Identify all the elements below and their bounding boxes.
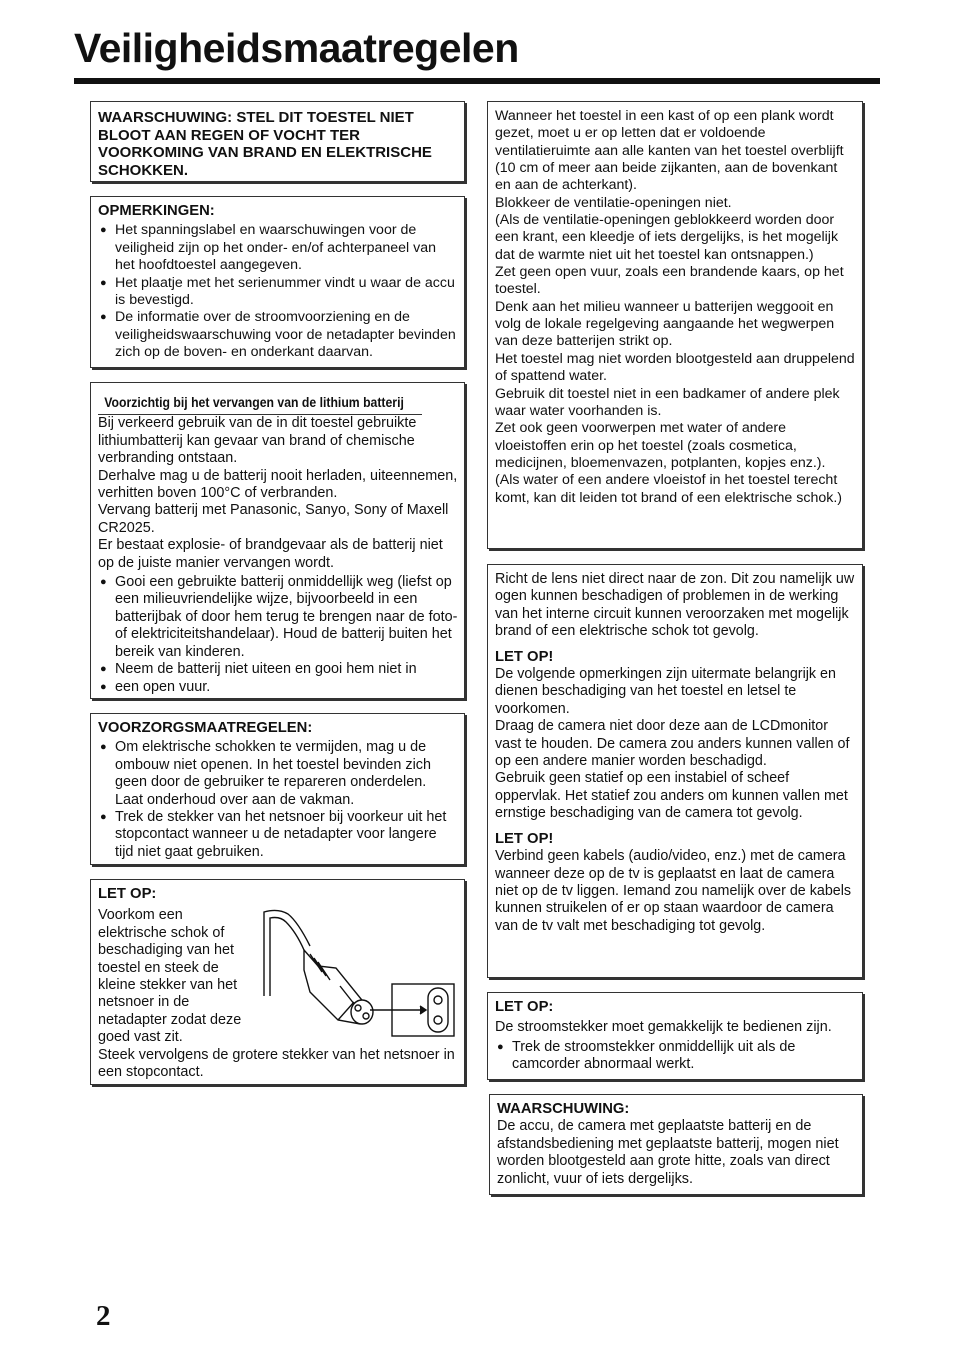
list-item: ● Trek de stroomstekker onmiddellijk uit als de camcorder abnormaal werkt. [495, 1039, 856, 1074]
lens-heading-2: LET OP! [495, 830, 554, 847]
ventilation-paragraph: Het toestel mag niet worden blootgesteld aan druppelend of spattend water. [495, 350, 855, 385]
power-plug-heading: LET OP: [495, 999, 554, 1015]
list-item: ● Neem de batterij niet uiteen en gooi hem niet in [98, 661, 458, 678]
lens-paragraph: De volgende opmerkingen zijn uitermate belangrijk en dienen beschadiging van het toestel en letsel te voorkomen. [495, 666, 836, 717]
battery-heading: Voorzichtig bij het vervangen van de lithium batterij [98, 389, 422, 415]
power-plug-list [495, 1039, 856, 1074]
heat-warning-text: De accu, de camera met geplaatste batterij en de afstandsbediening met geplaatste batterij, mogen niet worden blootgesteld aan grote hitte, zoals van direct zonlicht, vuur of iets dergelijks. [497, 1118, 839, 1187]
precautions-list [98, 739, 458, 861]
page-title: Veiligheidsmaatregelen [74, 25, 519, 71]
ventilation-box [487, 101, 863, 549]
ventilation-paragraph: (Als water of een andere vloeistof in het toestel terecht komt, kan dit leiden tot brand of een elektrische schok.) [495, 472, 842, 506]
list-item: ● Om elektrische schokken te vermijden, mag u de ombouw niet openen. In het toestel bevinden zich geen door de gebruiker te repareren onderdelen. Laat onderhoud over aan de vakman. [98, 739, 458, 809]
precautions-box [90, 713, 465, 865]
ventilation-paragraph: Blokkeer de ventilatie-openingen niet. [495, 194, 732, 211]
lens-intro: Richt de lens niet direct naar de zon. Dit zou namelijk uw ogen kunnen beschadigen of problemen in de werking van het interne circuit kunnen veroorzaken met mogelijk brand of een elektrische schok tot gevolg. [495, 571, 855, 640]
list-item: ● Het spanningslabel en waarschuwingen voor de veiligheid zijn op het onder- en/of achterpaneel van het hoofdtoestel aangegeven. [98, 222, 458, 274]
lens-heading-1: LET OP! [495, 648, 554, 665]
battery-list [98, 574, 458, 696]
precautions-heading: VOORZORGSMAATREGELEN: [98, 720, 313, 736]
remarks-heading: OPMERKINGEN: [98, 203, 215, 219]
plug-note-heading: LET OP: [98, 886, 157, 902]
battery-paragraph: Bij verkeerd gebruik van de in dit toestel gebruikte lithiumbatterij kan gevaar van brand of chemische verbranding ontstaan. [98, 415, 417, 467]
power-plug-box [487, 992, 863, 1080]
title-rule [74, 78, 880, 84]
battery-paragraph: Vervang batterij met Panasonic, Sanyo, Sony of Maxell CR2025. [98, 502, 449, 536]
remarks-box [90, 196, 465, 368]
ventilation-paragraph: Wanneer het toestel in een kast of op een plank wordt gezet, moet u er op letten dat er voldoende ventilatieruimte aan alle kanten van het toestel overblijft (10 cm of meer aan beide zijkanten, aan de bovenkant en aan de achterkant). [495, 108, 844, 194]
lens-paragraph: Draag de camera niet door deze aan de LCDmonitor vast te houden. De camera zou anders kunnen vallen of op een andere manier worden beschadigd. [495, 718, 850, 770]
list-item: ● Trek de stekker van het netsnoer bij voorkeur uit het stopcontact wanneer u de netadapter voor langere tijd niet gaat gebruiken. [98, 809, 458, 861]
remarks-list [98, 222, 458, 361]
list-item: ● Gooi een gebruikte batterij onmiddellijk weg (liefst op een milieuvriendelijke wijze, bijvoorbeeld in een batterijbak of door hem terug te brengen naar de foto- of elektriciteitshandelaar). Houd de batterij buiten het bereik van kinderen. [98, 574, 458, 661]
ventilation-paragraph: Gebruik dit toestel niet in een badkamer of andere plek waar water voorhanden is. [495, 385, 840, 419]
lens-paragraph: Gebruik geen statief op een instabiel of scheef oppervlak. Het statief zou anders om kunnen vallen met ernstige beschadiging van de camera tot gevolg. [495, 770, 848, 822]
page-number: 2 [96, 1300, 111, 1332]
ventilation-paragraph: Zet geen open vuur, zoals een brandende kaars, op het toestel. [495, 264, 844, 298]
ventilation-paragraph: Zet ook geen voorwerpen met water of andere vloeistoffen erin op het toestel (zoals cosmetica, medicijnen, bloemenvazen, potplanten, kopjes enz.). [495, 420, 826, 471]
warning-text: WAARSCHUWING: STEL DIT TOESTEL NIET BLOOT AAN REGEN OF VOCHT TER VOORKOMING VAN BRAND EN ELEKTRISCHE SCHOKKEN. [98, 109, 432, 179]
plug-note-text: Voorkom een elektrische schok of beschadiging van het toestel en steek de kleine stekker van het netsnoer in de netadapter zodat deze goed vast zit. [98, 907, 242, 1046]
lens-paragraph: Verbind geen kabels (audio/video, enz.) met de camera wanneer deze op de tv is geplaatst en laat de camera niet op de tv liggen. Iemand zou namelijk over de kabels kunnen struikelen of er op staan waardoor de camera van de tv valt met beschadiging tot gevolg. [495, 848, 852, 934]
power-cord-plug-icon [258, 906, 462, 1038]
heat-warning-box [489, 1094, 863, 1195]
lens-box [487, 564, 863, 978]
ventilation-paragraph: Denk aan het milieu wanneer u batterijen weggooit en volg de lokale regelgeving aangaande het wegwerpen van deze batterijen strikt op. [495, 298, 835, 350]
warning-box [90, 101, 465, 182]
list-item: ● De informatie over de stroomvoorziening en de veiligheidswaarschuwing voor de netadapter bevinden zich op de boven- en onderkant daarvan. [98, 309, 458, 361]
list-item: ● een open vuur. [98, 679, 458, 696]
ventilation-paragraph: (Als de ventilatie-openingen geblokkeerd worden door een krant, een kleedje of iets dergelijks, is het mogelijk dat de warmte niet uit het toestel kan ontsnappen.) [495, 212, 839, 263]
heat-warning-heading: WAARSCHUWING: [497, 1101, 630, 1117]
power-plug-text: De stroomstekker moet gemakkelijk te bedienen zijn. [495, 1019, 832, 1036]
battery-box [90, 382, 465, 699]
battery-paragraph: Derhalve mag u de batterij nooit herladen, uiteennemen, verhitten boven 100°C of verbranden. [98, 467, 458, 502]
list-item: ● Het plaatje met het serienummer vindt u waar de accu is bevestigd. [98, 275, 458, 310]
battery-paragraph: Er bestaat explosie- of brandgevaar als de batterij niet op de juiste manier vervangen wordt. [98, 537, 443, 571]
plug-note-text-b: Steek vervolgens de grotere stekker van het netsnoer in een stopcontact. [98, 1046, 455, 1081]
